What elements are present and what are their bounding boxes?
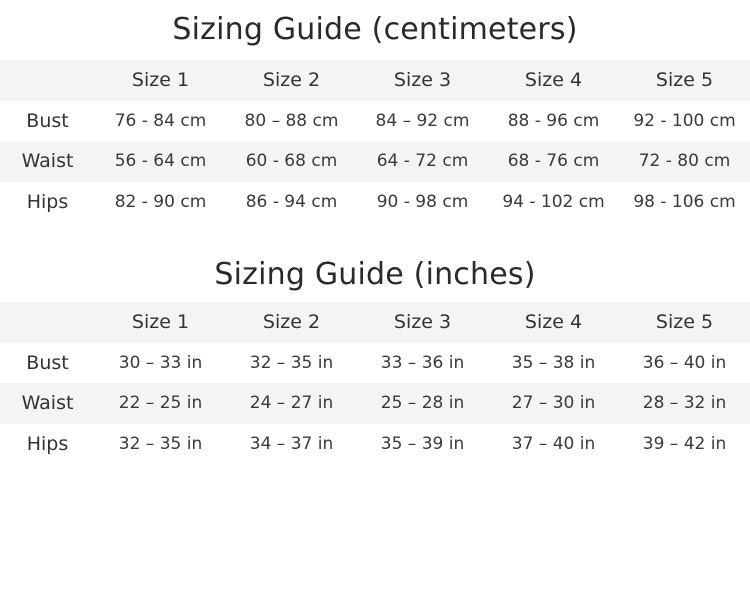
guide-title-inches: Sizing Guide (inches) — [214, 257, 536, 292]
table-cell: 72 - 80 cm — [619, 141, 750, 182]
row-label: Bust — [26, 351, 69, 374]
column-header: Size 4 — [488, 60, 619, 101]
column-header: Size 3 — [357, 60, 488, 101]
sizing-guide-inches — [0, 244, 750, 464]
sizing-guide-centimeters — [0, 0, 750, 222]
column-header: Size 4 — [488, 302, 619, 343]
table-cell: 88 - 96 cm — [507, 110, 600, 131]
column-header: Size 2 — [226, 60, 357, 101]
table-cell: 56 - 64 cm — [95, 141, 226, 182]
column-header: Size 1 — [95, 60, 226, 101]
table-cell: 90 - 98 cm — [376, 191, 469, 212]
table-row — [0, 141, 750, 182]
row-label: Hips — [26, 432, 69, 455]
table-cell: 94 - 102 cm — [502, 191, 605, 212]
header-row — [0, 302, 750, 343]
table-cell: 24 – 27 in — [226, 383, 357, 424]
table-cell: 84 – 92 cm — [375, 110, 470, 131]
table-cell: 60 - 68 cm — [226, 141, 357, 182]
column-header: Size 5 — [619, 302, 750, 343]
table-cell: 36 – 40 in — [642, 352, 727, 373]
table-row — [0, 182, 750, 223]
table-cell: 35 – 38 in — [511, 352, 596, 373]
row-label: Hips — [26, 190, 69, 213]
table-cell: 32 – 35 in — [249, 352, 334, 373]
table-cell: 22 – 25 in — [95, 383, 226, 424]
table-row — [0, 343, 750, 384]
table-row — [0, 101, 750, 142]
column-header: Size 1 — [95, 302, 226, 343]
table-cell: 80 – 88 cm — [244, 110, 339, 131]
table-cell: 98 - 106 cm — [633, 191, 736, 212]
table-cell: 35 – 39 in — [380, 433, 465, 454]
corner-cell — [0, 60, 95, 101]
table-cell: 92 - 100 cm — [633, 110, 736, 131]
table-cell: 25 – 28 in — [357, 383, 488, 424]
table-row — [0, 383, 750, 424]
table-cell: 86 - 94 cm — [245, 191, 338, 212]
table-row — [0, 424, 750, 465]
row-label: Waist — [0, 141, 95, 182]
header-row — [0, 60, 750, 101]
table-cell: 33 – 36 in — [380, 352, 465, 373]
column-header: Size 3 — [357, 302, 488, 343]
size-table-inches — [0, 302, 750, 464]
table-cell: 82 - 90 cm — [114, 191, 207, 212]
table-cell: 34 – 37 in — [249, 433, 334, 454]
table-cell: 64 - 72 cm — [357, 141, 488, 182]
table-cell: 68 - 76 cm — [488, 141, 619, 182]
column-header: Size 2 — [226, 302, 357, 343]
row-label: Waist — [0, 383, 95, 424]
corner-cell — [0, 302, 95, 343]
table-cell: 37 – 40 in — [511, 433, 596, 454]
size-table-centimeters — [0, 60, 750, 222]
table-cell: 39 – 42 in — [642, 433, 727, 454]
table-cell: 30 – 33 in — [118, 352, 203, 373]
table-cell: 27 – 30 in — [488, 383, 619, 424]
table-cell: 76 - 84 cm — [114, 110, 207, 131]
column-header: Size 5 — [619, 60, 750, 101]
guide-title-centimeters: Sizing Guide (centimeters) — [172, 12, 578, 47]
table-cell: 28 – 32 in — [619, 383, 750, 424]
table-cell: 32 – 35 in — [118, 433, 203, 454]
row-label: Bust — [26, 109, 69, 132]
